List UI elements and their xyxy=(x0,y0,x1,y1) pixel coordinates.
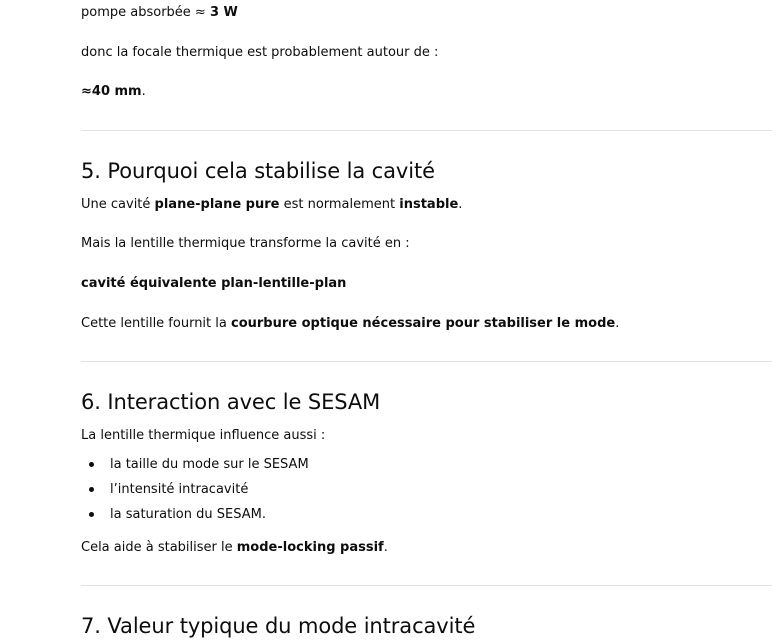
paragraph-focal-value: ≈40 mm. xyxy=(81,84,146,99)
list-item: la saturation du SESAM. xyxy=(81,502,309,527)
paragraph-plane-cavity: Une cavité plane-plane pure est normalement instable. xyxy=(81,197,463,212)
list-item: l’intensité intracavité xyxy=(81,477,309,502)
divider xyxy=(81,130,772,131)
paragraph-mode-locking: Cela aide à stabiliser le mode-locking passif. xyxy=(81,540,388,555)
paragraph-thermal-lens-transform: Mais la lentille thermique transforme la cavité en : xyxy=(81,236,410,251)
paragraph-sesam-intro: La lentille thermique influence aussi : xyxy=(81,428,326,443)
sesam-influence-list xyxy=(81,452,309,527)
paragraph-thermal-focal: donc la focale thermique est probablement autour de : xyxy=(81,45,439,60)
divider xyxy=(81,585,772,586)
paragraph-lens-curvature: Cette lentille fournit la courbure optique nécessaire pour stabiliser le mode. xyxy=(81,316,620,331)
section-6-heading: 6. Interaction avec le SESAM xyxy=(81,390,381,414)
section-7-heading: 7. Valeur typique du mode intracavité xyxy=(81,614,476,638)
divider xyxy=(81,361,772,362)
section-5-heading: 5. Pourquoi cela stabilise la cavité xyxy=(81,159,435,183)
paragraph-equivalent-cavity: cavité équivalente plan-lentille-plan xyxy=(81,276,347,291)
paragraph-pump-absorbed: pompe absorbée ≈ 3 W xyxy=(81,5,238,20)
list-item: la taille du mode sur le SESAM xyxy=(81,452,309,477)
